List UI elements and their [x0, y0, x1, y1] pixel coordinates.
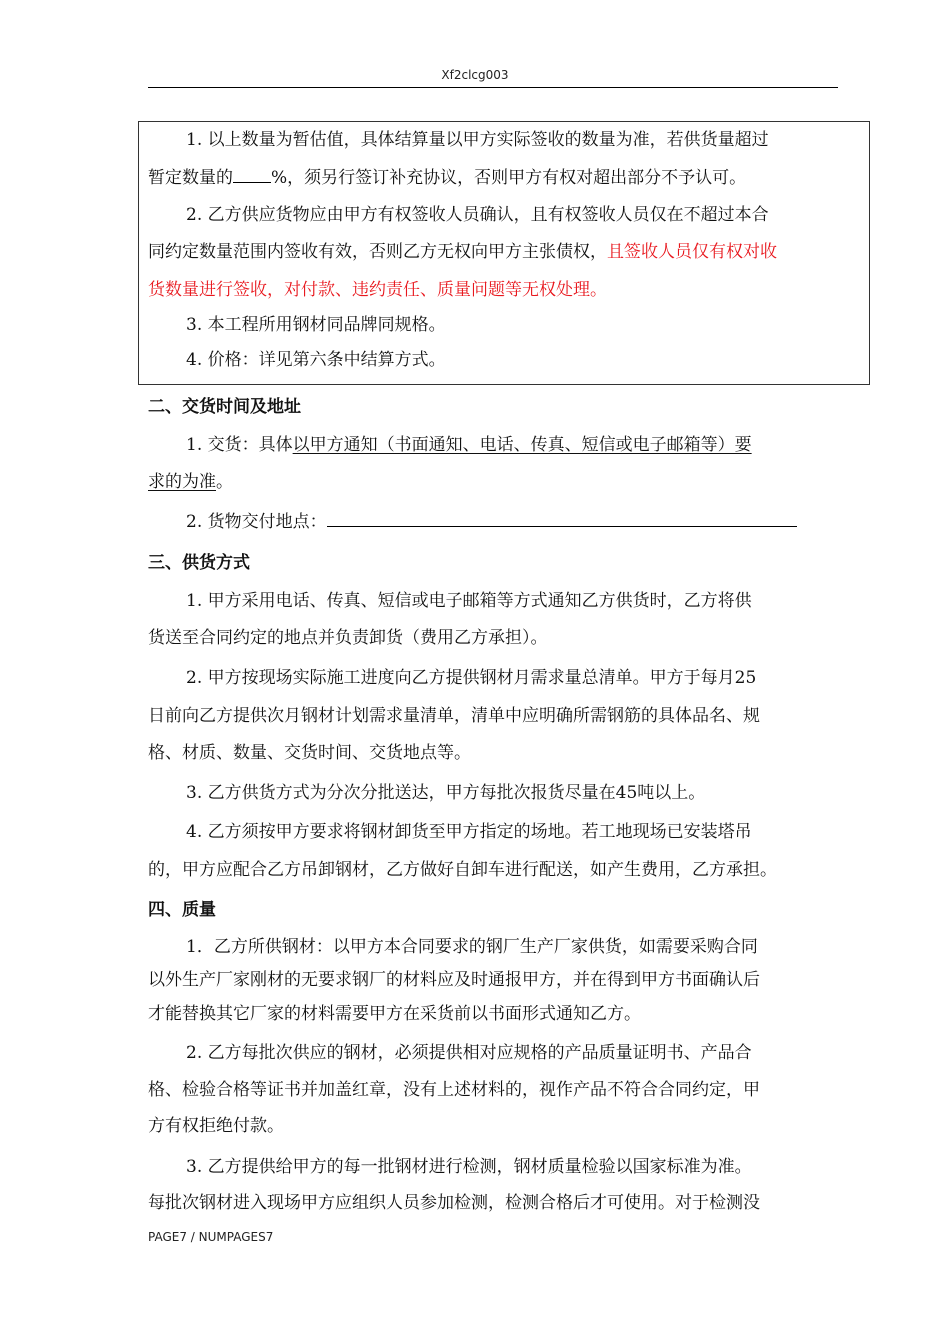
s2-p1-line2-b: 。 — [216, 472, 233, 492]
section-4-title: 四、质量 — [148, 900, 216, 920]
percent-blank — [233, 182, 271, 183]
section-3-title: 三、供货方式 — [148, 553, 250, 573]
s3-p1-line2: 货送至合同约定的地点并负责卸货（费用乙方承担）。 — [148, 628, 548, 648]
box-p2-line3-red: 货数量进行签收，对付款、违约责任、质量问题等无权处理。 — [148, 280, 607, 300]
s3-p2-line1: 2. 甲方按现场实际施工进度向乙方提供钢材月需求量总清单。甲方于每月25 — [186, 668, 757, 688]
header-rule — [148, 87, 838, 88]
s2-p1-line2-underlined: 求的为准 — [148, 472, 216, 492]
box-p1-line2-a: 暂定数量的 — [148, 168, 233, 188]
s3-p2-line3: 格、材质、数量、交货时间、交货地点等。 — [148, 743, 471, 763]
s4-p1-line3: 才能替换其它厂家的材料需要甲方在采货前以书面形式通知乙方。 — [148, 1004, 641, 1024]
s3-p3: 3. 乙方供货方式为分次分批送达，甲方每批次报货尽量在45吨以上。 — [186, 783, 706, 803]
box-p4: 4. 价格：详见第六条中结算方式。 — [186, 350, 446, 370]
s2-p2 — [186, 512, 797, 532]
delivery-address-blank — [327, 526, 797, 527]
s4-p2-line2: 格、检验合格等证书并加盖红章，没有上述材料的，视作产品不符合合同约定，甲 — [148, 1080, 760, 1100]
s2-p1-line2 — [148, 472, 233, 492]
s4-p3-line1: 3. 乙方提供给甲方的每一批钢材进行检测，钢材质量检验以国家标准为准。 — [186, 1157, 752, 1177]
header-doc-code: Xf2clcg003 — [441, 68, 509, 82]
s4-p1-line2: 以外生产厂家刚材的无要求钢厂的材料应及时通报甲方，并在得到甲方书面确认后 — [148, 970, 760, 990]
box-p1-line2-b: %，须另行签订补充协议，否则甲方有权对超出部分不予认可。 — [271, 168, 747, 188]
s4-p2-line3: 方有权拒绝付款。 — [148, 1116, 284, 1136]
box-p1-line1: 1. 以上数量为暂估值，具体结算量以甲方实际签收的数量为准，若供货量超过 — [186, 130, 769, 150]
box-p2-line2 — [148, 242, 777, 262]
box-p1-line2 — [148, 168, 746, 188]
s2-p1-line1 — [186, 435, 752, 455]
s3-p4-line2: 的，甲方应配合乙方吊卸钢材，乙方做好自卸车进行配送，如产生费用，乙方承担。 — [148, 860, 777, 880]
section-2-title: 二、交货时间及地址 — [148, 397, 301, 417]
s3-p2-line2: 日前向乙方提供次月钢材计划需求量清单，清单中应明确所需钢筋的具体品名、规 — [148, 706, 760, 726]
box-p3: 3. 本工程所用钢材同品牌同规格。 — [186, 315, 446, 335]
box-p2-line2-red: 且签收人员仅有权对收 — [607, 242, 777, 262]
s2-p2-label: 2. 货物交付地点： — [186, 512, 327, 532]
s4-p2-line1: 2. 乙方每批次供应的钢材，必须提供相对应规格的产品质量证明书、产品合 — [186, 1043, 752, 1063]
s2-p1-line1-underlined: 以甲方通知（书面通知、电话、传真、短信或电子邮箱等）要 — [292, 435, 752, 455]
box-p2-line2-a: 同约定数量范围内签收有效，否则乙方无权向甲方主张债权， — [148, 242, 607, 262]
s2-p1-line1-a: 1. 交货：具体 — [186, 435, 293, 455]
s3-p4-line1: 4. 乙方须按甲方要求将钢材卸货至甲方指定的场地。若工地现场已安装塔吊 — [186, 822, 752, 842]
footer-page-number: PAGE7 / NUMPAGES7 — [148, 1230, 274, 1244]
s4-p1-line1: 1．乙方所供钢材：以甲方本合同要求的钢厂生产厂家供货，如需要采购合同 — [186, 937, 758, 957]
box-p2-line1: 2. 乙方供应货物应由甲方有权签收人员确认，且有权签收人员仅在不超过本合 — [186, 205, 769, 225]
s4-p3-line2: 每批次钢材进入现场甲方应组织人员参加检测，检测合格后才可使用。对于检测没 — [148, 1193, 760, 1213]
s3-p1-line1: 1. 甲方采用电话、传真、短信或电子邮箱等方式通知乙方供货时，乙方将供 — [186, 591, 752, 611]
